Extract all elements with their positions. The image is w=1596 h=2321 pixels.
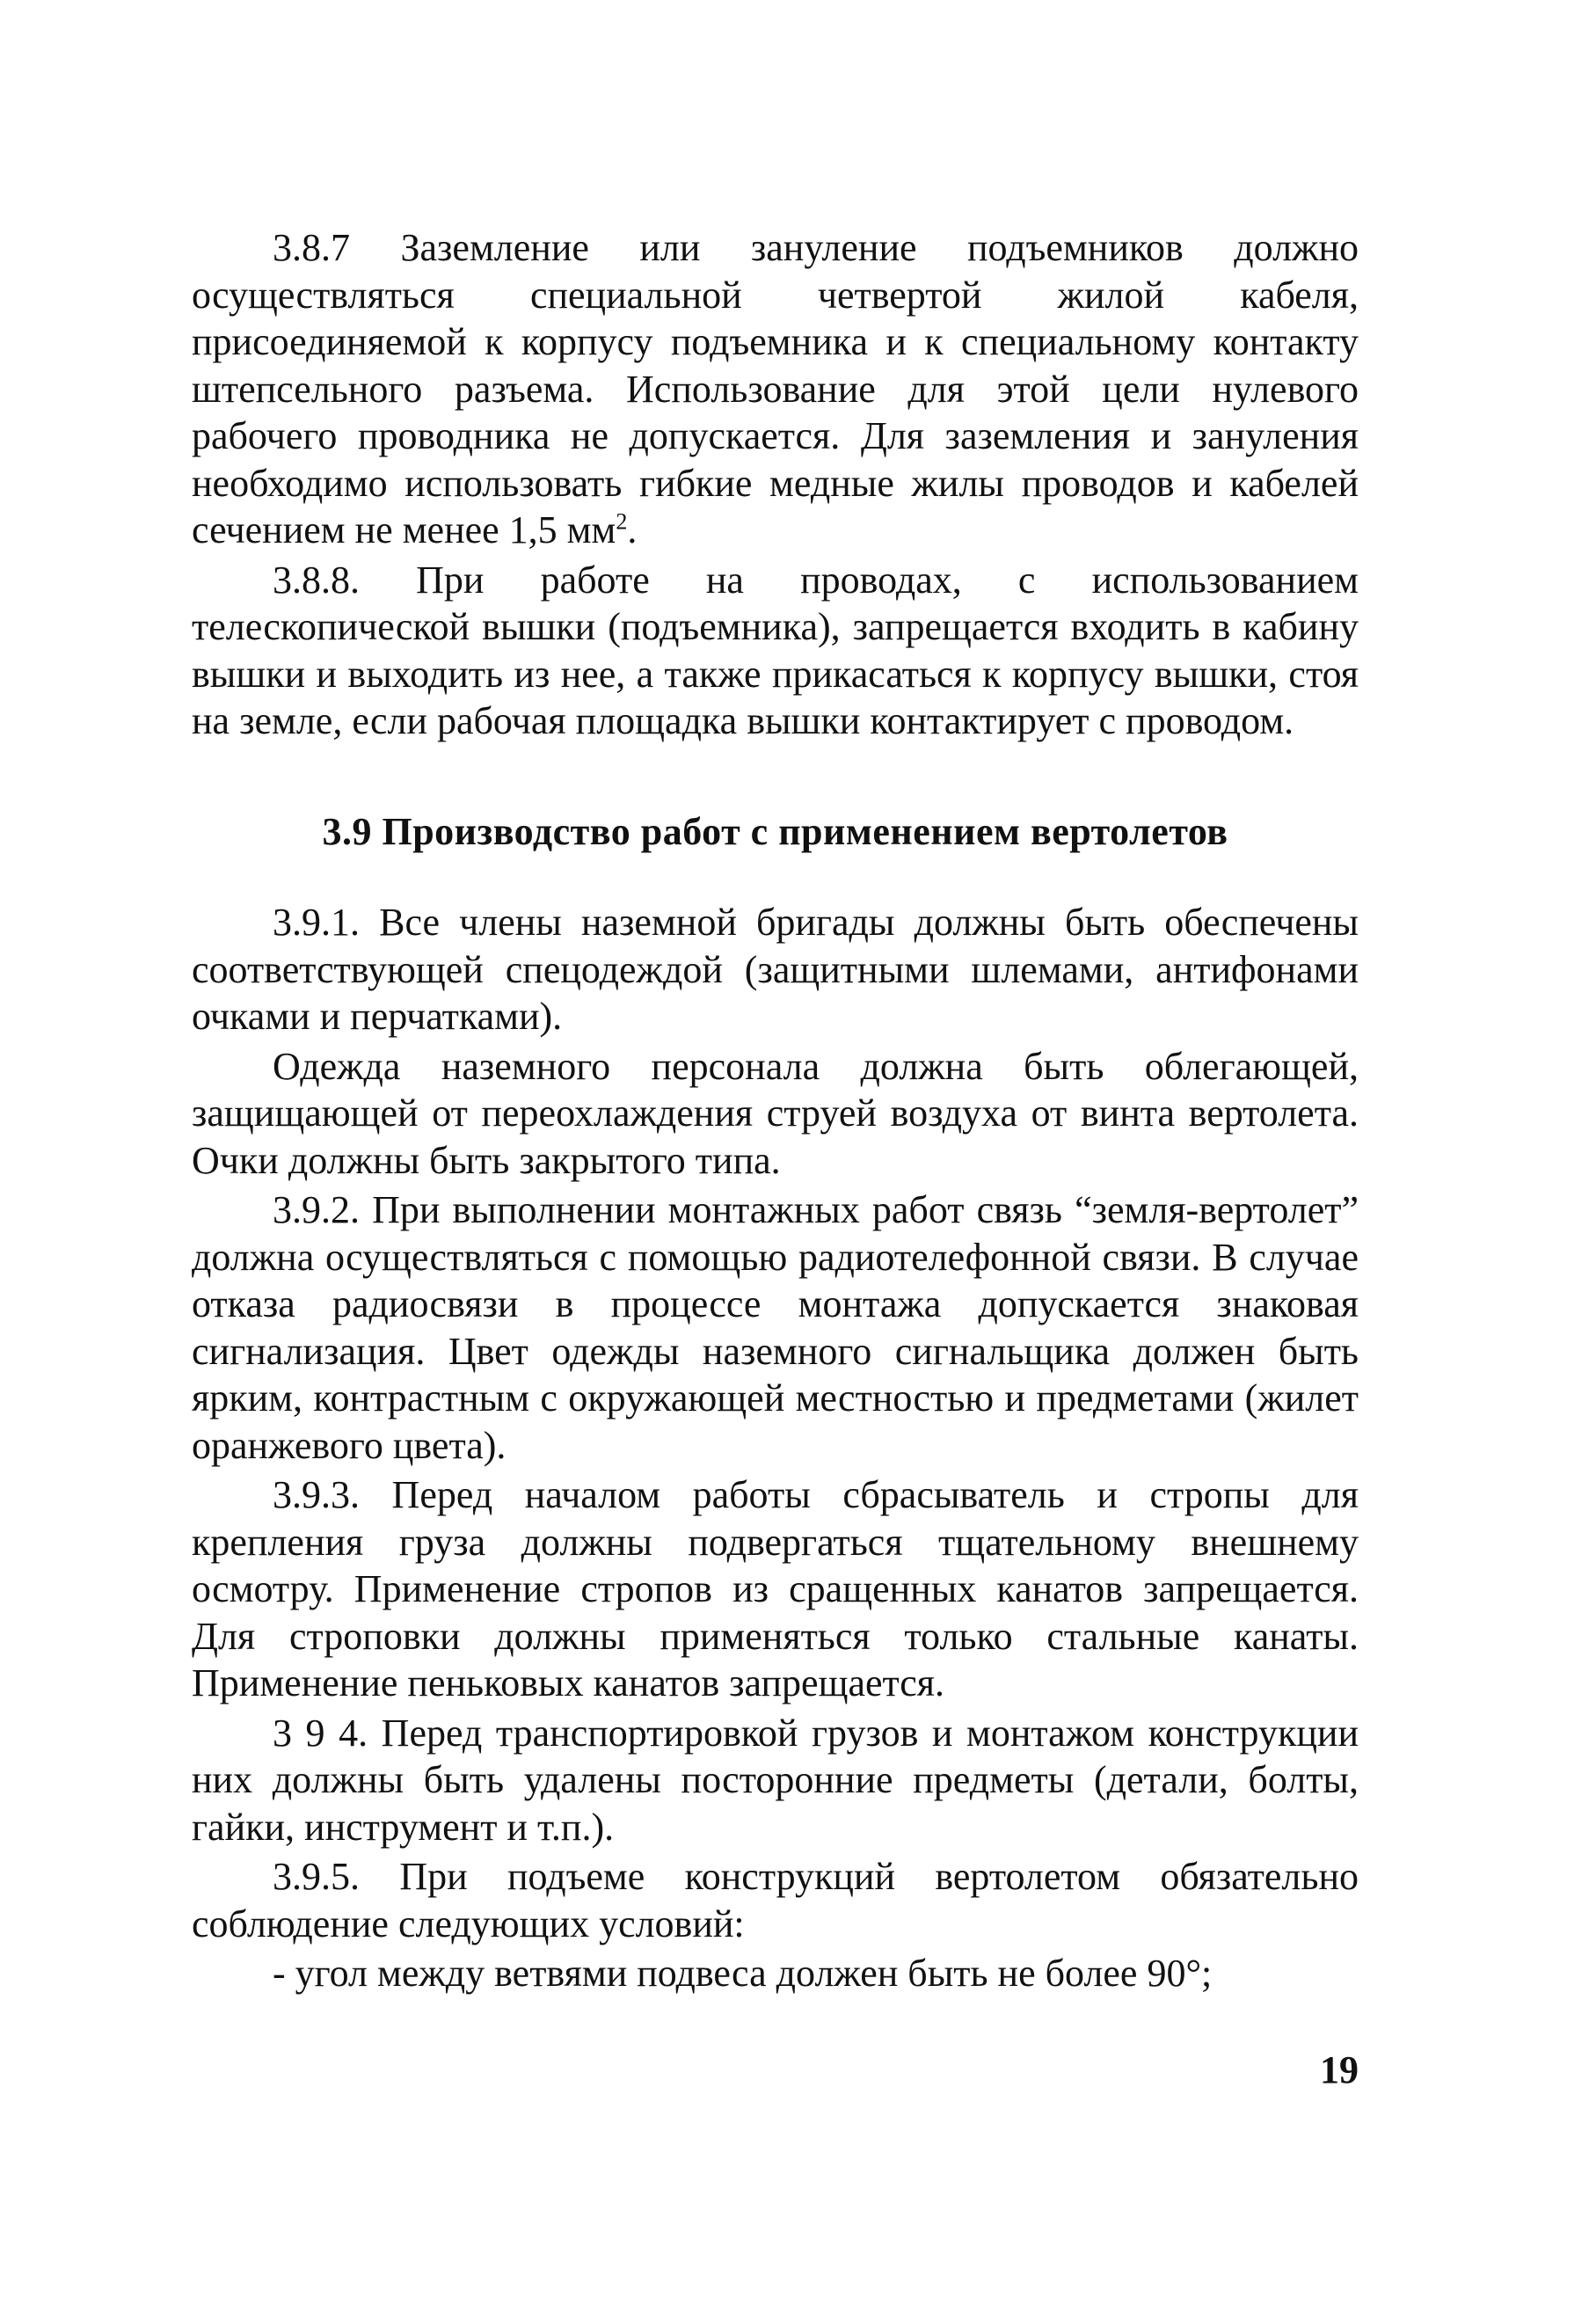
paragraph-3-9-3: 3.9.3. Перед началом работы сбрасыватель и стропы для крепления груза должны подвергаться тщательному внешнему осмотру. Применение стропов из сращенных канатов запрещается. Для строповки должны применяться только стальные канаты. Применение пеньковых канатов запрещается. <box>192 1473 1359 1704</box>
paragraph-3-9-2: 3.9.2. При выполнении монтажных работ связь “земля-вертолет” должна осуществляться с помощью радиотелефонной связи. В случае отказа радиосвязи в процессе монтажа допускается знаковая сигнализация. Цвет одежды наземного сигнальщика должен быть ярким, контрастным с окружающей местностью и предметами (жилет оранжевого цвета). <box>192 1188 1359 1467</box>
paragraph-3-9-1-clothing: Одежда наземного персонала должна быть облегающей, защищающей от переохлаждения струей воздуха от винта вертолета. Очки должны быть закрытого типа. <box>192 1044 1359 1182</box>
paragraph-3-9-1: 3.9.1. Все члены наземной бригады должны быть обеспечены соответствующей спецодеждой (защитными шлемами, антифонами очками и перчатками). <box>192 901 1359 1038</box>
paragraph-3-8-7 <box>192 224 1359 554</box>
list-item-sling-angle: - угол между ветвями подвеса должен быть не более 90°; <box>273 1952 1213 1995</box>
paragraph-3-8-7-text: 3.8.7 Заземление или зануление подъемников должно осуществляться специальной четвертой жилой кабеля, присоединяемой к корпусу подъемника и к специальному контакту штепсельного разъема. Использование для этой цели нулевого рабочего проводника не допускается. Для заземления и зануления необходимо использовать гибкие медные жилы проводов и кабелей сечением не менее 1,5 мм <box>192 226 1359 551</box>
paragraph-3-8-7-end: . <box>627 508 638 551</box>
section-3-8-text <box>192 224 1359 745</box>
section-heading-3-9: 3.9 Производство работ с применением вертолетов <box>322 810 1228 853</box>
superscript-squared: 2 <box>616 508 628 535</box>
page-number: 19 <box>1320 2048 1359 2091</box>
paragraph-3-9-4: 3 9 4. Перед транспортировкой грузов и монтажом конструкции них должны быть удалены посторонние предметы (детали, болты, гайки, инструмент и т.п.). <box>192 1711 1359 1849</box>
paragraph-3-9-5: 3.9.5. При подъеме конструкций вертолетом обязательно соблюдение следующих условий: <box>192 1855 1359 1945</box>
paragraph-3-8-8: 3.8.8. При работе на проводах, с использованием телескопической вышки (подъемника), запрещается входить в кабину вышки и выходить из нее, а также прикасаться к корпусу вышки, стоя на земле, если рабочая площадка вышки контактирует с проводом. <box>192 558 1359 742</box>
section-3-9-text <box>192 899 1359 1997</box>
